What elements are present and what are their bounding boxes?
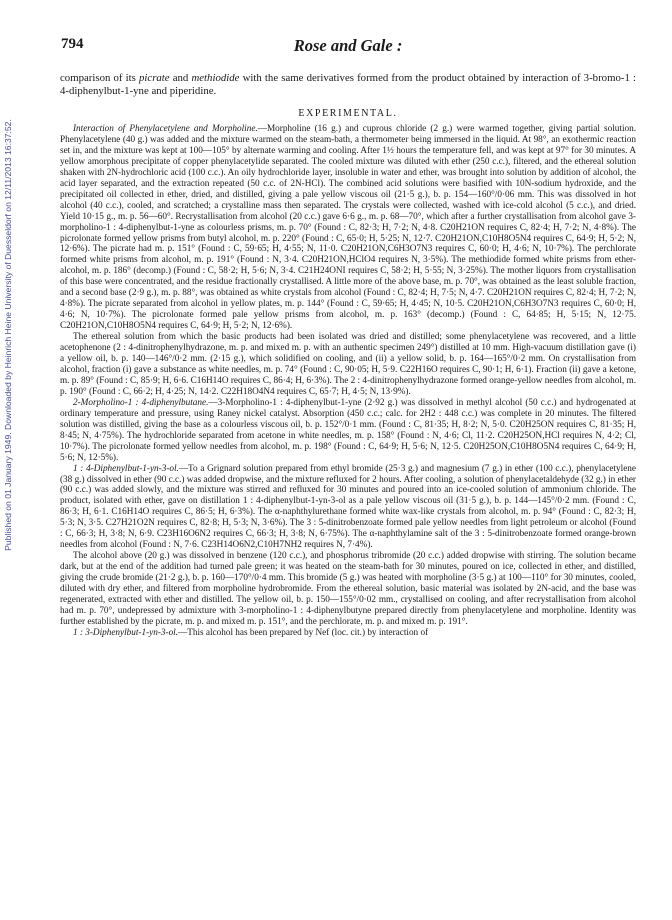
paragraph-ethereal-solution [60,332,636,398]
page-number: 794 [61,36,84,52]
experimental-body [60,124,636,639]
lead-italic-methiodide: methiodide [191,72,240,84]
lead-paragraph [60,72,636,98]
lead-italic-picrate: picrate [139,72,170,84]
journal-page [60,36,636,639]
paragraph-text: The ethereal solution from which the basic products had been isolated was dried and distilled; some phenylacetylene was recovered, and a little acetophenone (2 : 4-dinitrophenylhydrazone, m. p. and mixed m. p. with an authentic specimen 249°) distilled at 10 mm. High-vacuum distillation gave (i) a yellow oil, b. p. 140—146°/0·2 mm. (2·15 g.), which solidified on cooling, and (ii) a yellow solid, b. p. 164—165°/0·2 mm. On crystallisation from alcohol, fraction (i) gave a substance as white needles, m. p. 74° (Found : C, 90·05; H, 5·9. C22H16O requires C, 90·1; H, 6·1). Fraction (ii) gave a ketone, m. p. 89° (Found : C, 85·9; H, 6·6. C16H14O requires C, 86·4; H, 6·3%). The 2 : 4-dinitrophenylhydrazone formed orange-yellow needles from alcohol, m. p. 190° (Found : C, 66·2; H, 4·25; N, 14·2. C22H18O4N4 requires C, 65·7; H, 4·5; N, 13·9%). [60,332,636,397]
page-header [60,36,636,56]
lead-text-3: with the same derivatives formed from the product obtained by interaction of 3-bromo-1 : 4-diphenylbut-1-yne and piperidine. [60,72,636,97]
lead-text-1: comparison of its [60,72,139,84]
paragraph-bromide-preparation [60,551,636,628]
download-notice: Published on 01 January 1949. Downloaded by Heinrich Heine University of Duesseldorf on 12/11/2013 16:37:52. [3,119,13,551]
paragraph-diphenylbutynol [60,464,636,552]
lead-text-2: and [169,72,192,84]
paragraph-phenylacetylene-morpholine [60,124,636,332]
paragraph-text: —To a Grignard solution prepared from ethyl bromide (25·3 g.) and magnesium (7 g.) in ether (100 c.c.), phenylacetylene (38 g.) dissolved in ether (90 c.c.) was added dropwise, and the mixture refluxed for 2 hours. After cooling, a solution of phenylacetaldehyde (32 g.) in ether (90 c.c.) was added slowly, and the mixture was stirred and refluxed for 30 minutes and poured into an ice-cooled solution of ammonium chloride. The product, isolated with ether, gave on distillation 1 : 4-diphenylbut-1-yn-3-ol as a pale yellow viscous oil (31·5 g.), b. p. 144—145°/0·2 mm. (Found : C, 86·3; H, 6·1. C16H14O requires C, 86·5; H, 6·3%). The α-naphthylurethane formed white wax-like crystals from alcohol, m. p. 94° (Found : C, 82·3; H, 5·3; N, 3·5. C27H21O2N requires C, 82·8; H, 5·3; N, 3·6%). The 3 : 5-dinitrobenzoate formed pale yellow needles from light petroleum or alcohol (Found : C, 66·3; H, 3·8; N, 6·9. C23H16O6N2 requires C, 66·3; H, 3·8; N, 6·75%). The α-naphthylamine salt of the 3 : 5-dinitrobenzoate formed orange-brown needles from alcohol (Found : N, 7·6. C23H14O6N2,C10H7NH2 requires N, 7·4%). [60,463,636,551]
paragraph-text: —3-Morpholino-1 : 4-diphenylbut-1-yne (2·92 g.) was dissolved in methyl alcohol (50 c.c.) and hydrogenated at ordinary temperature and pressure, using Raney nickel catalyst. Absorption (450 c.c.; calc. for 2H2 : 448 c.c.) was complete in 20 minutes. The filtered solution was distilled, giving the base as a colourless viscous oil, b. p. 152°/0·1 mm. (Found : C, 81·35; H, 8·2; N, 5·0. C20H25ON requires C, 81·35; H, 8·45; N, 4·75%). The hydrochloride separated from acetone in white needles, m. p. 158° (Found : N, 4·6; Cl, 11·2. C20H25ON,HCl requires N, 4·2; Cl, 10·7%). The picrolonate formed yellow needles from alcohol, m. p. 198° (Found : C, 64·9; H, 5·6; N, 12·5. C20H25ON,C10H8O5N4 requires C, 64·9; H, 5·6; N, 12·5%). [60,397,636,463]
paragraph-diphenylbutynol-nef [60,628,636,639]
download-notice-sidebar [2,60,14,920]
running-title: Rose and Gale : [293,36,403,55]
paragraph-heading: 1 : 3-Diphenylbut-1-yn-3-ol. [73,627,179,638]
paragraph-text: The alcohol above (20 g.) was dissolved in benzene (120 c.c.), and phosphorus tribromide (20 c.c.) added dropwise with stirring. The solution became dark, but at the end of the addition had turned pale green; it was heated on the steam-bath for 30 minutes, poured on ice, collected in ether, and distilled, giving the crude bromide (21·2 g.), b. p. 160—170°/0·4 mm. This bromide (5 g.) was heated with morpholine (3·5 g.) at 100—110° for 30 minutes, cooled, diluted with dry ether, and filtered from morpholine hydrobromide. From the ethereal solution, basic material was isolated by 2N-acid, and the base was regenerated, extracted with ether and distilled. The yellow oil, b. p. 150—155°/0·02 mm., crystallised on cooling, and after recrystallisation from alcohol had m. p. 70°, undepressed by admixture with 3-morpholino-1 : 4-diphenylbutyne prepared directly from phenylacetylene and morpholine. Identity was further established by the picrate, m. p. and mixed m. p. 151°, and the perchlorate, m. p. and mixed m. p. 191°. [60,551,636,627]
paragraph-heading: 2-Morpholino-1 : 4-diphenylbutane. [73,397,209,408]
paragraph-text: —This alcohol has been prepared by Nef (loc. cit.) by interaction of [178,627,429,638]
paragraph-text: —Morpholine (16 g.) and cuprous chloride (2 g.) were warmed together, giving partial solution. Phenylacetylene (40 g.) was added and the mixture warmed on the steam-bath, a thermometer being immersed in the liquid. At 98°, an exothermic reaction set in, and the mixture was kept at 100—105° by alternate warming and cooling. After 1½ hours the temperature fell, and was kept at 97° for 30 minutes. A yellow amorphous precipitate of copper phenylacetylide separated. The cooled mixture was diluted with ether (250 c.c.), filtered, and the ethereal solution shaken with 2N-hydrochloric acid (100 c.c.). An oily hydrochloride layer, insoluble in water and ether, was brought into solution by addition of alcohol, the acid layer separated, and the extraction repeated (50 c.c. of 2N-HCl). The combined acid solutions were basified with 10N-sodium hydroxide, and the precipitated oil collected in ether, dried, and distilled, giving a pale yellow viscous oil (21·5 g.), b. p. 154—160°/0·06 mm. This was dissolved in hot alcohol (40 c.c.), cooled, and scratched; a crystalline mass then separated. The crystals were collected, washed with ice-cold alcohol (5 c.c.), and dried. Yield 10·15 g., m. p. 56—60°. Recrystallisation from alcohol (20 c.c.) gave 6·6 g., m. p. 68—70°, which after a further crystallisation from alcohol gave 3-morpholino-1 : 4-diphenylbut-1-yne as colourless prisms, m. p. 70° (Found : C, 82·3; H, 7·2; N, 4·8. C20H21ON requires C, 82·4; H, 7·2; N, 4·8%). The picrolonate formed yellow prisms from butyl alcohol, m. p. 220° (Found : C, 65·0; H, 5·25; N, 12·7. C20H21ON,C10H8O5N4 requires C, 64·9; H, 5·2; N, 12·6%). The picrate had m. p. 151° (Found : C, 59·65; H, 4·55; N, 11·0. C20H21ON,C6H3O7N3 requires C, 60·0; H, 4·6; N, 10·7%). The perchlorate formed white prisms from alcohol, m. p. 191° (Found : N, 3·4. C20H21ON,HClO4 requires N, 3·5%). The methiodide formed white prisms from ether-alcohol, m. p. 186° (decomp.) (Found : C, 58·2; H, 5·6; N, 3·4. C21H24ONI requires C, 58·2; H, 5·55; N, 3·25%). The mother liquors from crystallisation of this base were concentrated, and the residue fractionally crystallised. A little more of the above base, m. p. 70°, was obtained as the least soluble fraction, and a second base (2·9 g.), m. p. 88°, was obtained as white crystals from alcohol (Found : C, 82·4; H, 7·5; N, 4·7. C20H21ON requires C, 82·4; H, 7·2; N, 4·8%). The picrate separated from alcohol in yellow plates, m. p. 144° (Found : C, 59·65; H, 4·45; N, 10·5. C20H21ON,C6H3O7N3 requires C, 60·0; H, 4·6; N, 10·7%). The picrolonate formed pale yellow prisms from alcohol, m. p. 163° (decomp.) (Found : C, 64·85; H, 5·15; N, 12·75. C20H21ON,C10H8O5N4 requires C, 64·9; H, 5·2; N, 12·6%). [60,124,637,332]
paragraph-morpholino-diphenylbutane [60,398,636,464]
paragraph-heading: Interaction of Phenylacetylene and Morpholine. [73,124,258,134]
section-title: EXPERIMENTAL. [298,108,398,119]
paragraph-heading: 1 : 4-Diphenylbut-1-yn-3-ol. [73,463,179,474]
